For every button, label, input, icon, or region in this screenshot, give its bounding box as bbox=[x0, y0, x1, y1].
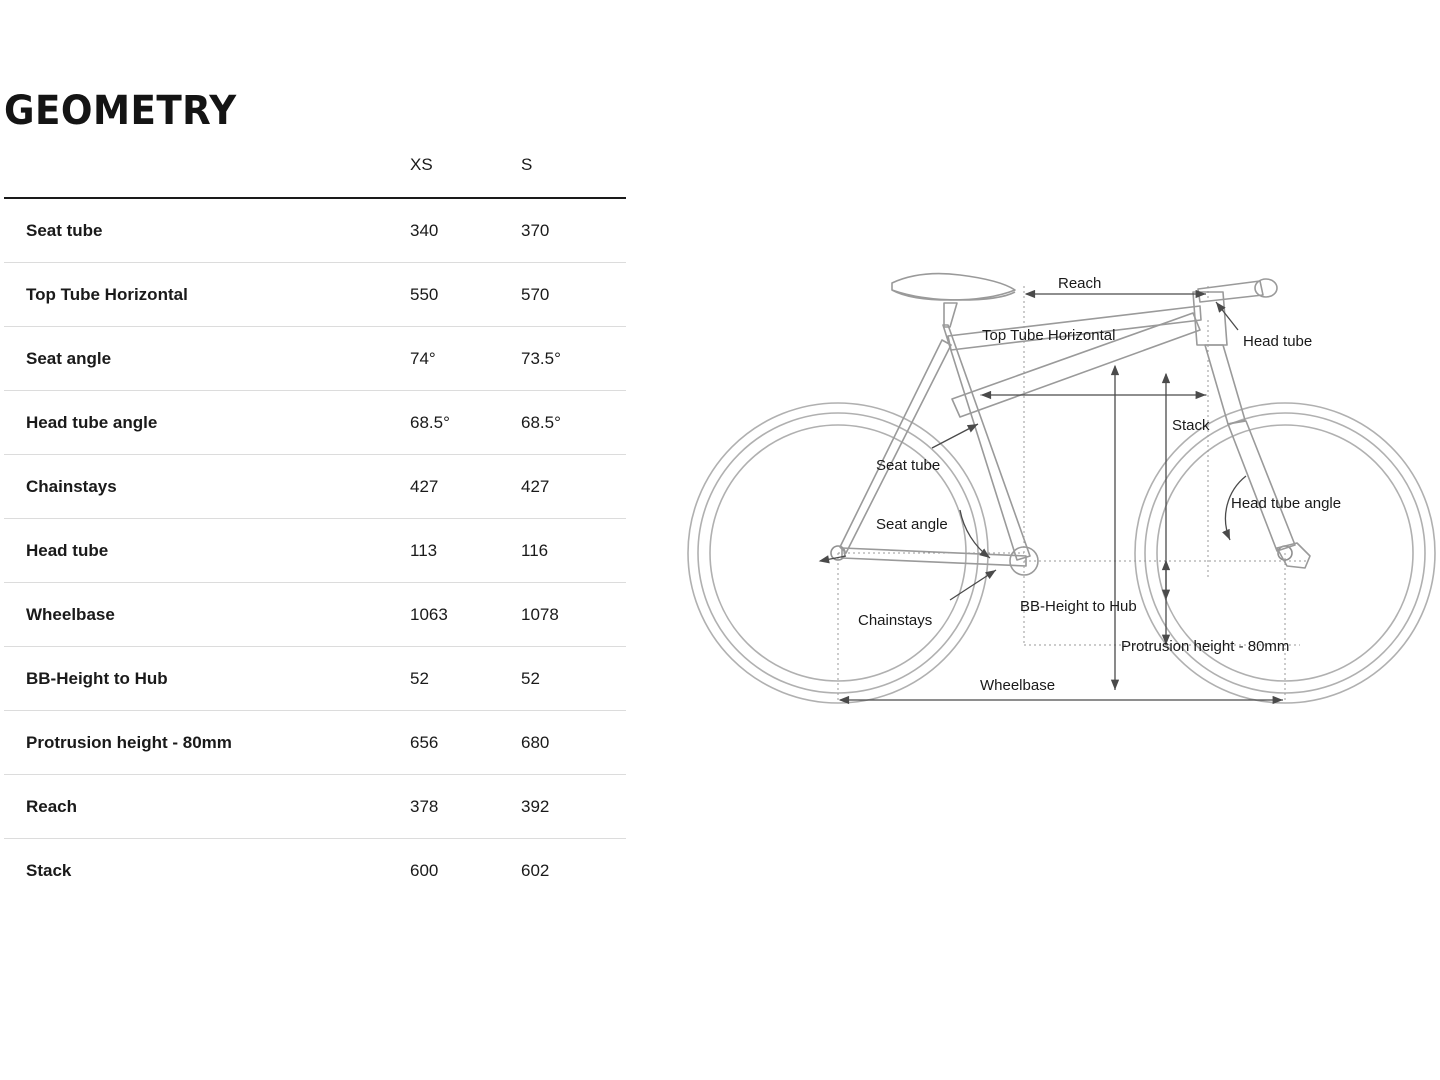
label-seat-angle: Seat angle bbox=[876, 516, 948, 533]
row-label-seat-tube: Seat tube bbox=[4, 198, 404, 263]
geometry-diagram-panel bbox=[660, 0, 1440, 1080]
label-top-tube-horizontal: Top Tube Horizontal bbox=[982, 327, 1116, 344]
row-label-chainstays: Chainstays bbox=[4, 455, 404, 519]
row-value-seat-tube-s: 370 bbox=[515, 198, 626, 263]
table-row bbox=[4, 391, 626, 455]
row-label-wheelbase: Wheelbase bbox=[4, 583, 404, 647]
table-row bbox=[4, 839, 626, 903]
row-value-wheelbase-s: 1078 bbox=[515, 583, 626, 647]
head-tube-leader bbox=[1216, 302, 1238, 330]
page-title: GEOMETRY bbox=[4, 88, 237, 134]
column-header-s: S bbox=[521, 155, 533, 174]
row-value-stack-xs: 600 bbox=[410, 861, 439, 880]
table-row bbox=[4, 263, 626, 327]
row-value-bb-height-to-hub-xs: 52 bbox=[404, 647, 515, 711]
row-value-reach-s: 392 bbox=[515, 775, 626, 839]
row-label-protrusion-height: Protrusion height - 80mm bbox=[4, 711, 404, 775]
row-value-head-tube-xs: 113 bbox=[404, 519, 515, 583]
row-value-top-tube-horizontal-xs: 550 bbox=[404, 263, 515, 327]
table-row bbox=[4, 327, 626, 391]
label-head-tube: Head tube bbox=[1243, 333, 1313, 350]
table-row bbox=[4, 519, 626, 583]
table-header bbox=[4, 155, 626, 198]
row-label-head-tube: Head tube bbox=[4, 519, 404, 583]
label-bb-height-to-hub: BB-Height to Hub bbox=[1020, 598, 1137, 615]
table-header-row bbox=[4, 155, 626, 198]
chainstays-leader bbox=[950, 570, 996, 600]
row-value-reach-xs: 378 bbox=[404, 775, 515, 839]
row-value-head-tube-angle-s: 68.5° bbox=[515, 391, 626, 455]
table-row bbox=[4, 198, 626, 263]
bicycle-geometry-diagram bbox=[660, 0, 1440, 1080]
row-label-top-tube-horizontal: Top Tube Horizontal bbox=[4, 263, 404, 327]
row-value-head-tube-angle-xs: 68.5° bbox=[404, 391, 515, 455]
table-row bbox=[4, 711, 626, 775]
label-wheelbase: Wheelbase bbox=[980, 677, 1056, 694]
row-value-chainstays-s: 427 bbox=[515, 455, 626, 519]
row-label-stack: Stack bbox=[26, 861, 72, 880]
row-label-reach: Reach bbox=[4, 775, 404, 839]
table-row bbox=[4, 647, 626, 711]
geometry-table-panel bbox=[0, 0, 660, 1080]
row-value-protrusion-height-xs: 656 bbox=[404, 711, 515, 775]
seat-tube-leader bbox=[932, 424, 978, 448]
table-body bbox=[4, 198, 626, 902]
label-head-tube-angle: Head tube angle bbox=[1231, 495, 1342, 512]
column-header-measure bbox=[4, 155, 404, 198]
label-seat-tube: Seat tube bbox=[876, 457, 941, 474]
row-label-seat-angle: Seat angle bbox=[4, 327, 404, 391]
row-value-seat-tube-xs: 340 bbox=[404, 198, 515, 263]
row-value-seat-angle-s: 73.5° bbox=[515, 327, 626, 391]
row-value-wheelbase-xs: 1063 bbox=[404, 583, 515, 647]
row-value-top-tube-horizontal-s: 570 bbox=[515, 263, 626, 327]
row-value-head-tube-s: 116 bbox=[515, 519, 626, 583]
geometry-table bbox=[4, 155, 626, 902]
label-stack: Stack bbox=[1172, 417, 1210, 434]
row-value-chainstays-xs: 427 bbox=[404, 455, 515, 519]
label-protrusion-height: Protrusion height - 80mm bbox=[1121, 638, 1290, 655]
table-row bbox=[4, 455, 626, 519]
table-row bbox=[4, 583, 626, 647]
row-value-protrusion-height-s: 680 bbox=[515, 711, 626, 775]
label-reach: Reach bbox=[1058, 275, 1102, 292]
row-value-bb-height-to-hub-s: 52 bbox=[515, 647, 626, 711]
label-chainstays: Chainstays bbox=[858, 612, 933, 629]
row-value-seat-angle-xs: 74° bbox=[404, 327, 515, 391]
table-row bbox=[4, 775, 626, 839]
row-value-stack-s: 602 bbox=[521, 861, 550, 880]
row-label-bb-height-to-hub: BB-Height to Hub bbox=[4, 647, 404, 711]
row-label-head-tube-angle: Head tube angle bbox=[4, 391, 404, 455]
column-header-xs: XS bbox=[410, 155, 433, 174]
